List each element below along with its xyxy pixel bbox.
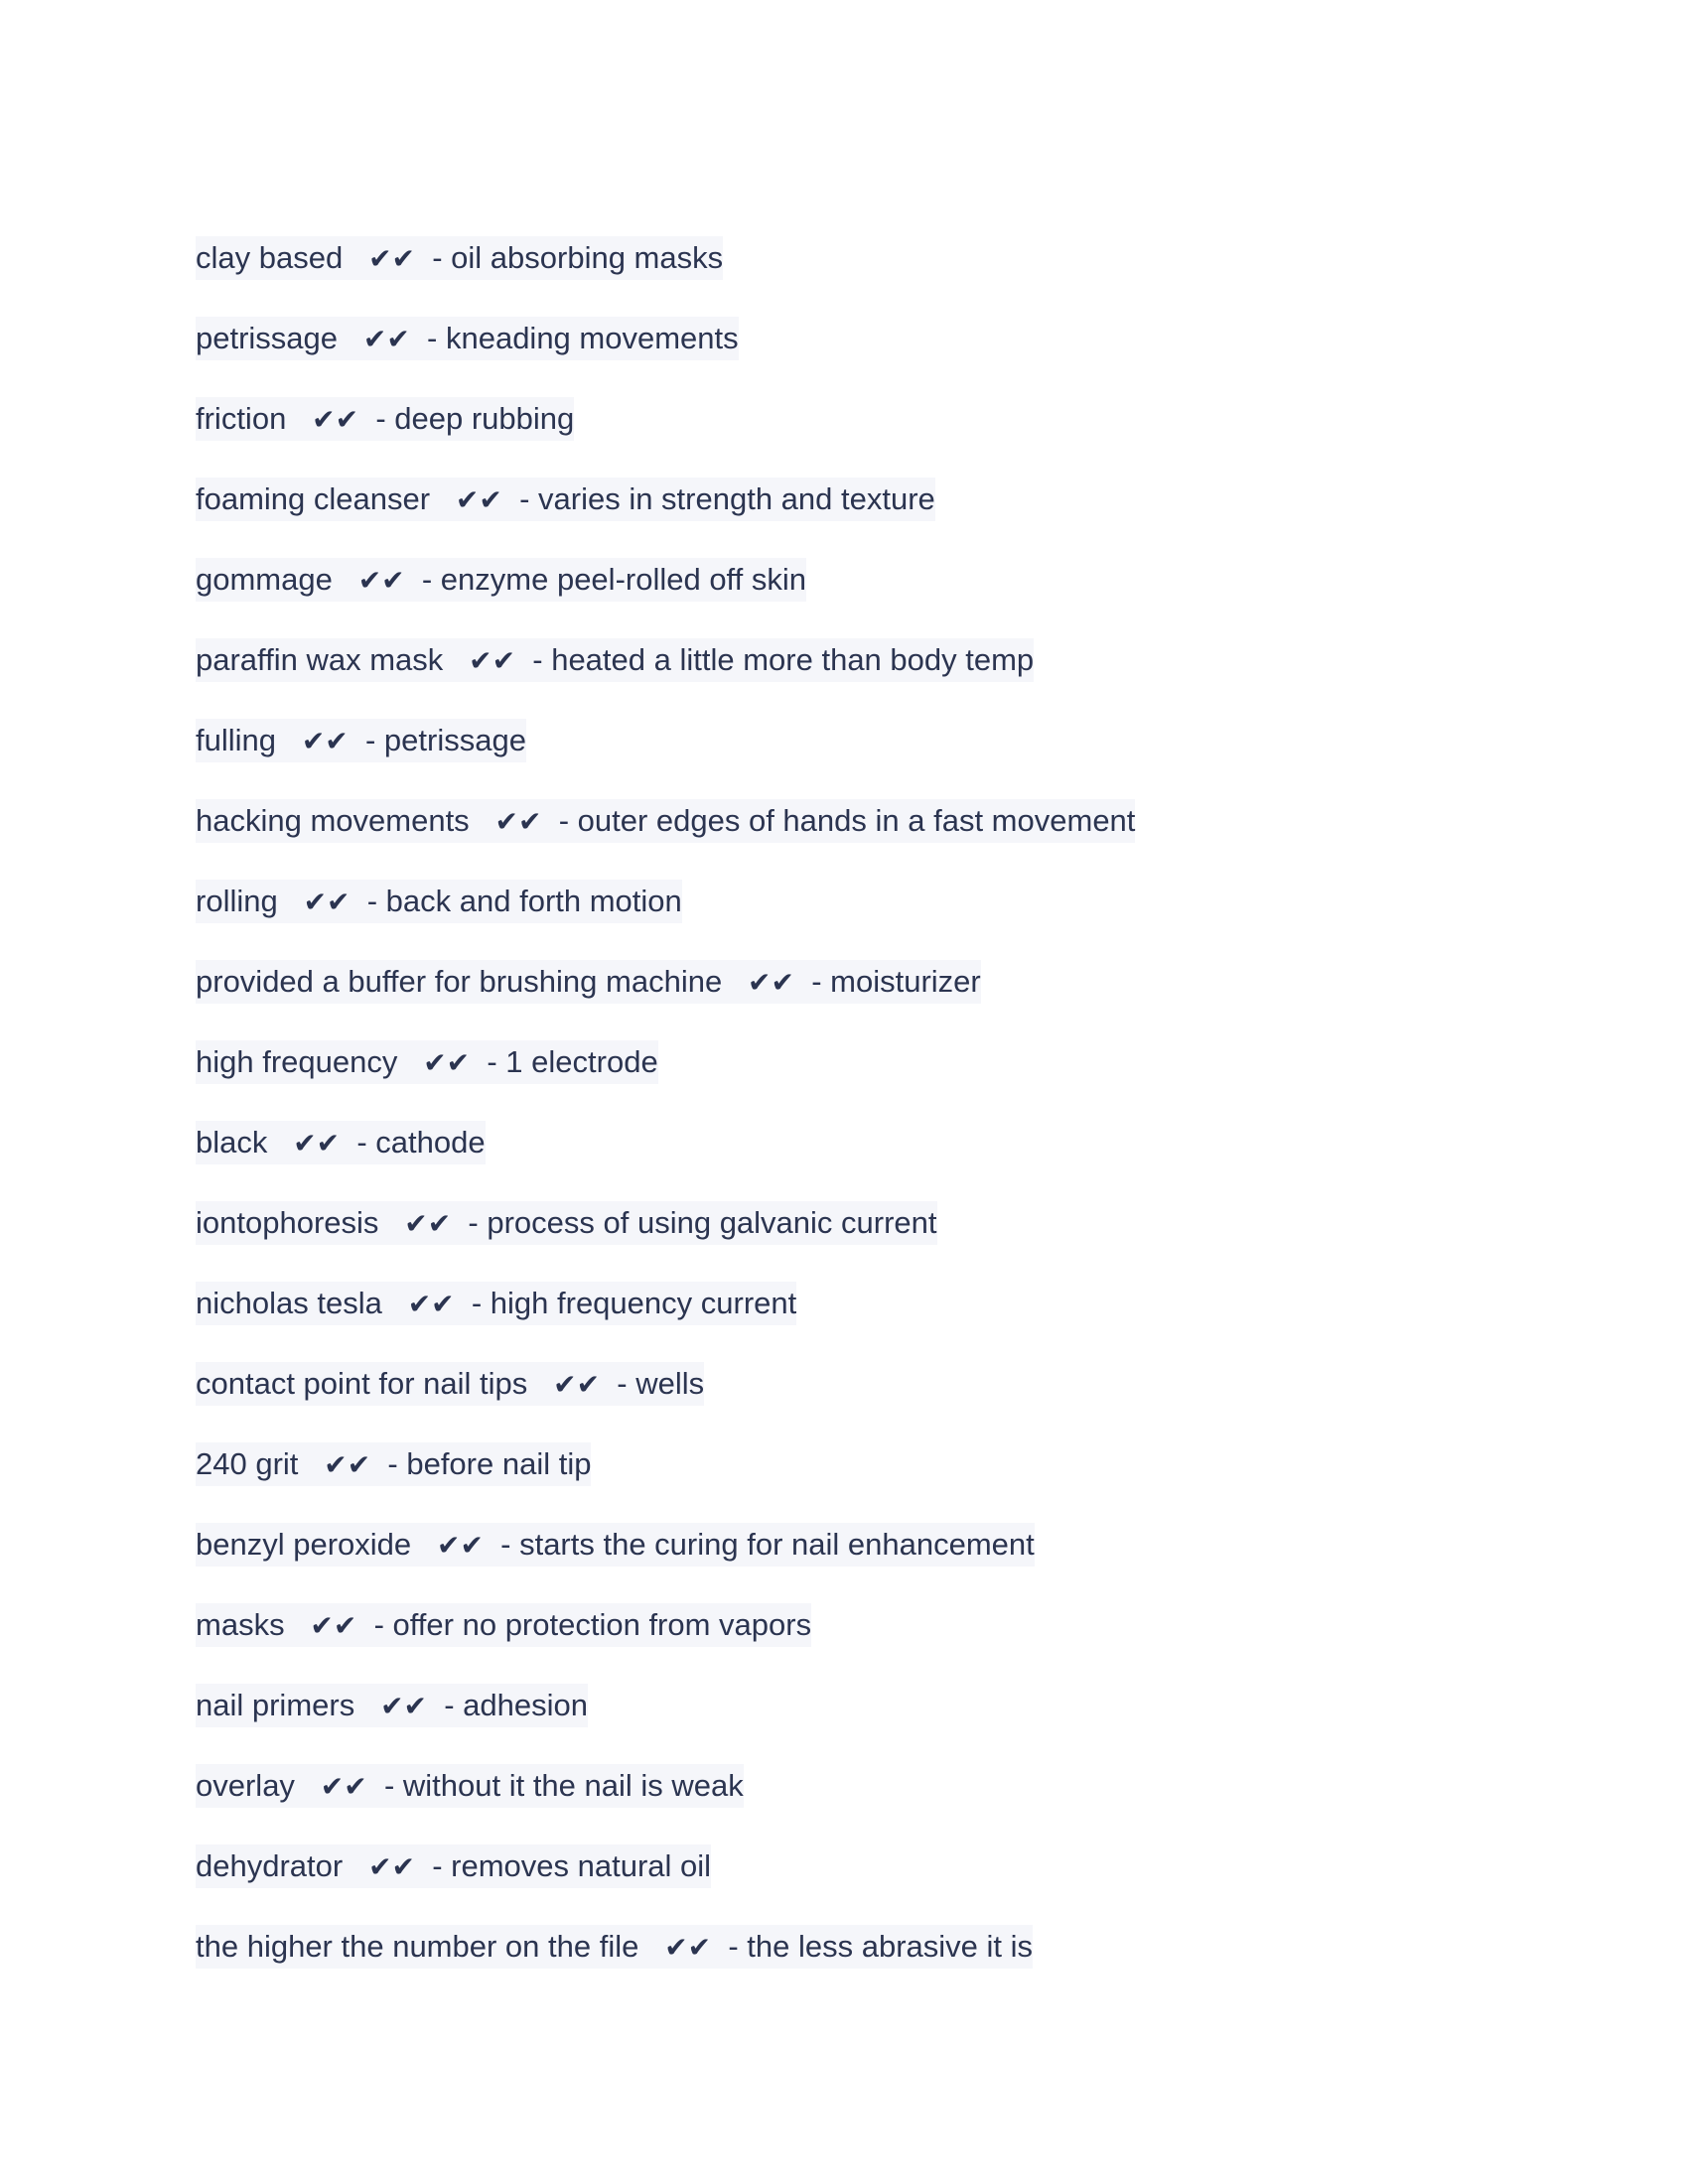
definition: - process of using galvanic current (468, 1205, 937, 1240)
term: nicholas tesla (196, 1286, 382, 1320)
term: overlay (196, 1768, 295, 1803)
list-item (196, 719, 526, 762)
list-item (196, 478, 935, 521)
definition: - kneading movements (427, 321, 739, 355)
list-item (196, 1442, 591, 1486)
list-item (196, 1201, 937, 1245)
definition: - oil absorbing masks (432, 240, 724, 275)
list-item (196, 1282, 796, 1325)
definition: - without it the nail is weak (383, 1768, 744, 1803)
list-item (196, 1925, 1033, 1969)
definition: - removes natural oil (432, 1848, 712, 1883)
definition: - heated a little more than body temp (532, 642, 1035, 677)
double-check-icon: ✔✔ (303, 886, 351, 918)
term: hacking movements (196, 803, 470, 838)
double-check-icon: ✔✔ (310, 1609, 357, 1642)
list-item (196, 1362, 704, 1406)
double-check-icon: ✔✔ (362, 323, 410, 355)
definition: - petrissage (365, 723, 526, 757)
list-item (196, 880, 682, 923)
double-check-icon: ✔✔ (494, 805, 542, 838)
double-check-icon: ✔✔ (469, 644, 516, 677)
list-item (196, 236, 723, 280)
flashcard-list (196, 236, 1135, 2005)
double-check-icon: ✔✔ (423, 1046, 471, 1079)
double-check-icon: ✔✔ (664, 1931, 712, 1964)
double-check-icon: ✔✔ (436, 1529, 484, 1562)
term: fulling (196, 723, 276, 757)
double-check-icon: ✔✔ (380, 1690, 427, 1722)
definition: - adhesion (444, 1688, 588, 1722)
double-check-icon: ✔✔ (407, 1288, 455, 1320)
term: gommage (196, 562, 333, 597)
double-check-icon: ✔✔ (368, 1850, 415, 1883)
definition: - outer edges of hands in a fast movement (558, 803, 1136, 838)
double-check-icon: ✔✔ (368, 242, 415, 275)
definition: - the less abrasive it is (728, 1929, 1034, 1964)
term: dehydrator (196, 1848, 344, 1883)
term: masks (196, 1607, 285, 1642)
term: contact point for nail tips (196, 1366, 528, 1401)
definition: - high frequency current (471, 1286, 797, 1320)
term: high frequency (196, 1044, 398, 1079)
list-item (196, 1684, 588, 1727)
term: petrissage (196, 321, 339, 355)
list-item (196, 1603, 811, 1647)
double-check-icon: ✔✔ (312, 403, 359, 436)
double-check-icon: ✔✔ (553, 1368, 601, 1401)
double-check-icon: ✔✔ (455, 483, 502, 516)
list-item (196, 1764, 744, 1808)
term: paraffin wax mask (196, 642, 444, 677)
double-check-icon: ✔✔ (404, 1207, 452, 1240)
definition: - before nail tip (387, 1446, 592, 1481)
term: foaming cleanser (196, 481, 431, 516)
definition: - starts the curing for nail enhancement (500, 1527, 1035, 1562)
list-item (196, 317, 739, 360)
list-item (196, 960, 981, 1004)
term: rolling (196, 884, 278, 918)
definition: - deep rubbing (375, 401, 575, 436)
definition: - cathode (356, 1125, 486, 1160)
term: friction (196, 401, 287, 436)
list-item (196, 799, 1135, 843)
term: clay based (196, 240, 344, 275)
double-check-icon: ✔✔ (748, 966, 794, 999)
term: iontophoresis (196, 1205, 379, 1240)
double-check-icon: ✔✔ (357, 564, 405, 597)
definition: - offer no protection from vapors (373, 1607, 812, 1642)
list-item (196, 638, 1034, 682)
definition: - varies in strength and texture (519, 481, 935, 516)
definition: - enzyme peel-rolled off skin (421, 562, 806, 597)
list-item (196, 1040, 658, 1084)
list-item (196, 397, 574, 441)
definition: - moisturizer (811, 964, 981, 999)
term: benzyl peroxide (196, 1527, 412, 1562)
definition: - wells (617, 1366, 705, 1401)
term: black (196, 1125, 268, 1160)
double-check-icon: ✔✔ (324, 1448, 371, 1481)
definition: - back and forth motion (366, 884, 682, 918)
double-check-icon: ✔✔ (320, 1770, 367, 1803)
list-item (196, 558, 806, 602)
list-item (196, 1523, 1035, 1567)
double-check-icon: ✔✔ (301, 725, 349, 757)
term: 240 grit (196, 1446, 299, 1481)
term: nail primers (196, 1688, 355, 1722)
term: the higher the number on the file (196, 1929, 639, 1964)
list-item (196, 1844, 711, 1888)
definition: - 1 electrode (487, 1044, 658, 1079)
list-item (196, 1121, 486, 1164)
term: provided a buffer for brushing machine (196, 964, 723, 999)
double-check-icon: ✔✔ (293, 1127, 341, 1160)
